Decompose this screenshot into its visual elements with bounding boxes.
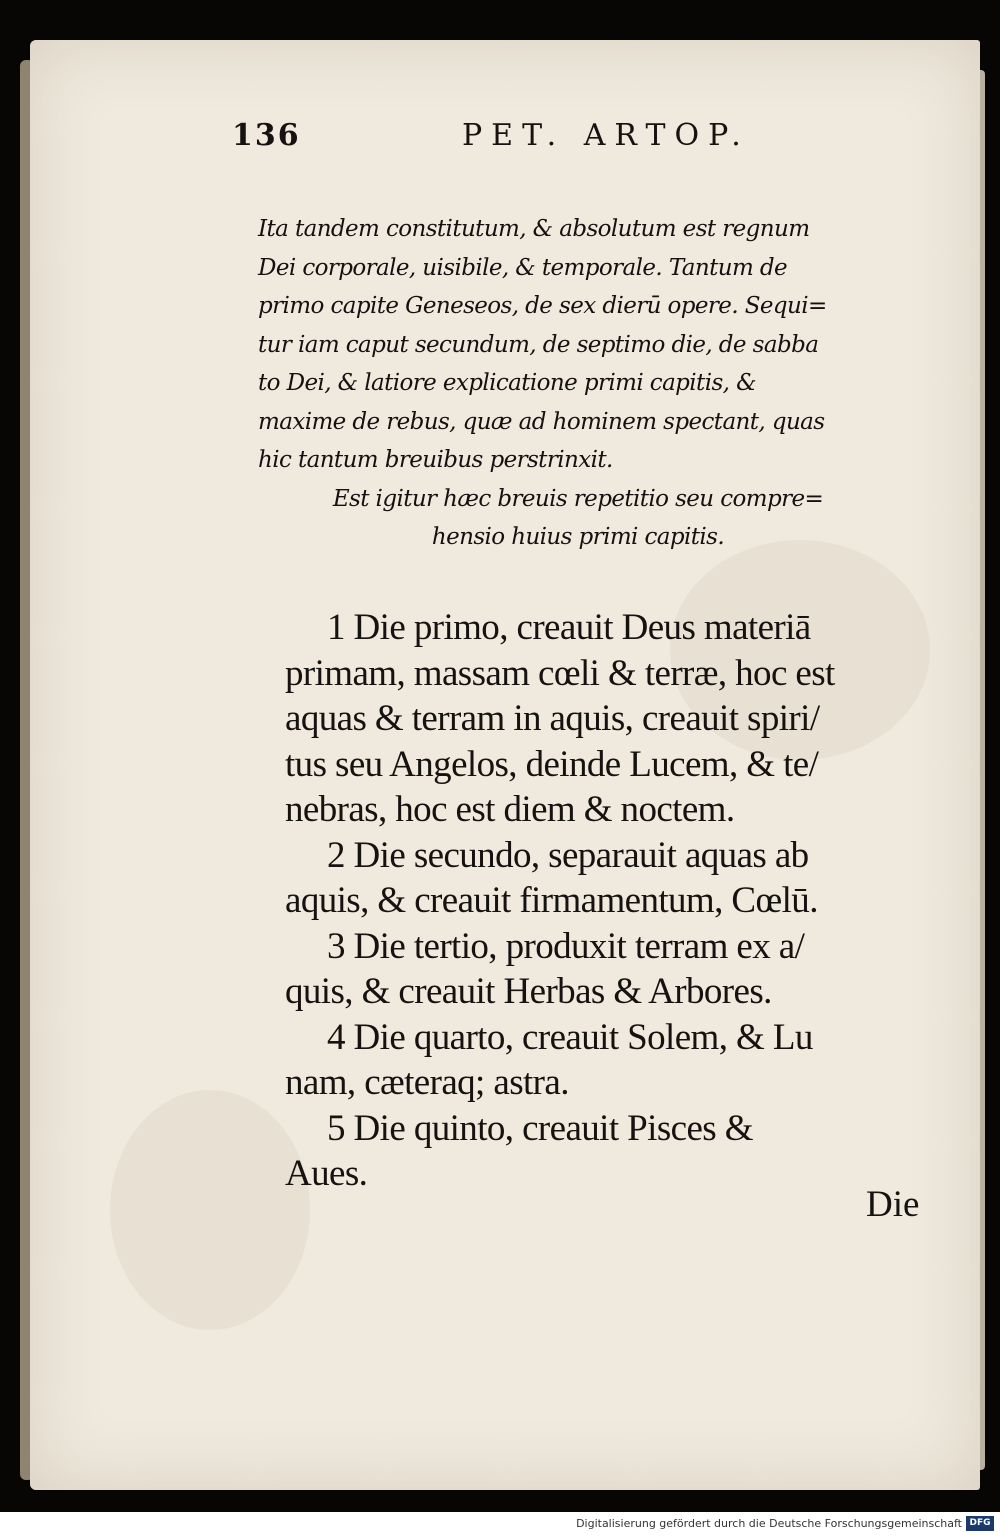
text-line: nebras, hoc est diem & noctem. bbox=[285, 789, 735, 830]
paper-stain bbox=[110, 1090, 310, 1330]
text-line: primam, massam cœli & terræ, hoc est bbox=[285, 652, 835, 694]
footer-bar bbox=[0, 1512, 1000, 1537]
days-of-creation-list bbox=[285, 605, 930, 1197]
text-line: primo capite Geneseos, de sex dierū opere. Sequi= bbox=[258, 293, 827, 319]
text-line: aquas & terram in aquis, creauit spiri/ bbox=[285, 698, 820, 739]
summary-heading-line: Est igitur hæc breuis repetitio seu compre= bbox=[332, 485, 824, 512]
text-line: nam, cæteraq; astra. bbox=[285, 1062, 569, 1103]
italic-paragraph bbox=[258, 210, 928, 557]
text-line: 4 Die quarto, creauit Solem, & Lu bbox=[327, 1016, 813, 1058]
text-line: 2 Die secundo, separauit aquas ab bbox=[327, 834, 809, 876]
page-number: 136 bbox=[232, 118, 301, 153]
summary-heading-line: hensio huius primi capitis. bbox=[431, 524, 725, 550]
text-line: 3 Die tertio, produxit terram ex a/ bbox=[327, 925, 805, 967]
text-line: Ita tandem constitutum, & absolutum est regnum bbox=[258, 216, 810, 242]
text-line: tur iam caput secundum, de septimo die, de sabba bbox=[258, 331, 819, 358]
dfg-logo-icon: DFG bbox=[966, 1516, 994, 1531]
text-line: hic tantum breuibus perstrinxit. bbox=[258, 447, 613, 473]
funding-credit: Digitalisierung gefördert durch die Deutsche Forschungsgemeinschaft bbox=[576, 1517, 962, 1530]
text-line: Dei corporale, uisibile, & temporale. Tantum de bbox=[258, 254, 788, 281]
text-line: 1 Die primo, creauit Deus materiā bbox=[327, 607, 811, 648]
page-header bbox=[232, 118, 882, 178]
catchword: Die bbox=[866, 1184, 920, 1225]
text-line: to Dei, & latiore explicatione primi capitis, & bbox=[258, 370, 756, 396]
text-line: maxime de rebus, quæ ad hominem spectant, quas bbox=[258, 408, 825, 435]
text-line: aquis, & creauit firmamentum, Cœlū. bbox=[285, 880, 818, 921]
text-line: Aues. bbox=[285, 1153, 368, 1194]
text-line: tus seu Angelos, deinde Lucem, & te/ bbox=[285, 743, 819, 785]
text-line: 5 Die quinto, creauit Pisces & bbox=[327, 1107, 753, 1149]
text-line: quis, & creauit Herbas & Arbores. bbox=[285, 971, 772, 1012]
running-head: PET. ARTOP. bbox=[462, 118, 750, 153]
